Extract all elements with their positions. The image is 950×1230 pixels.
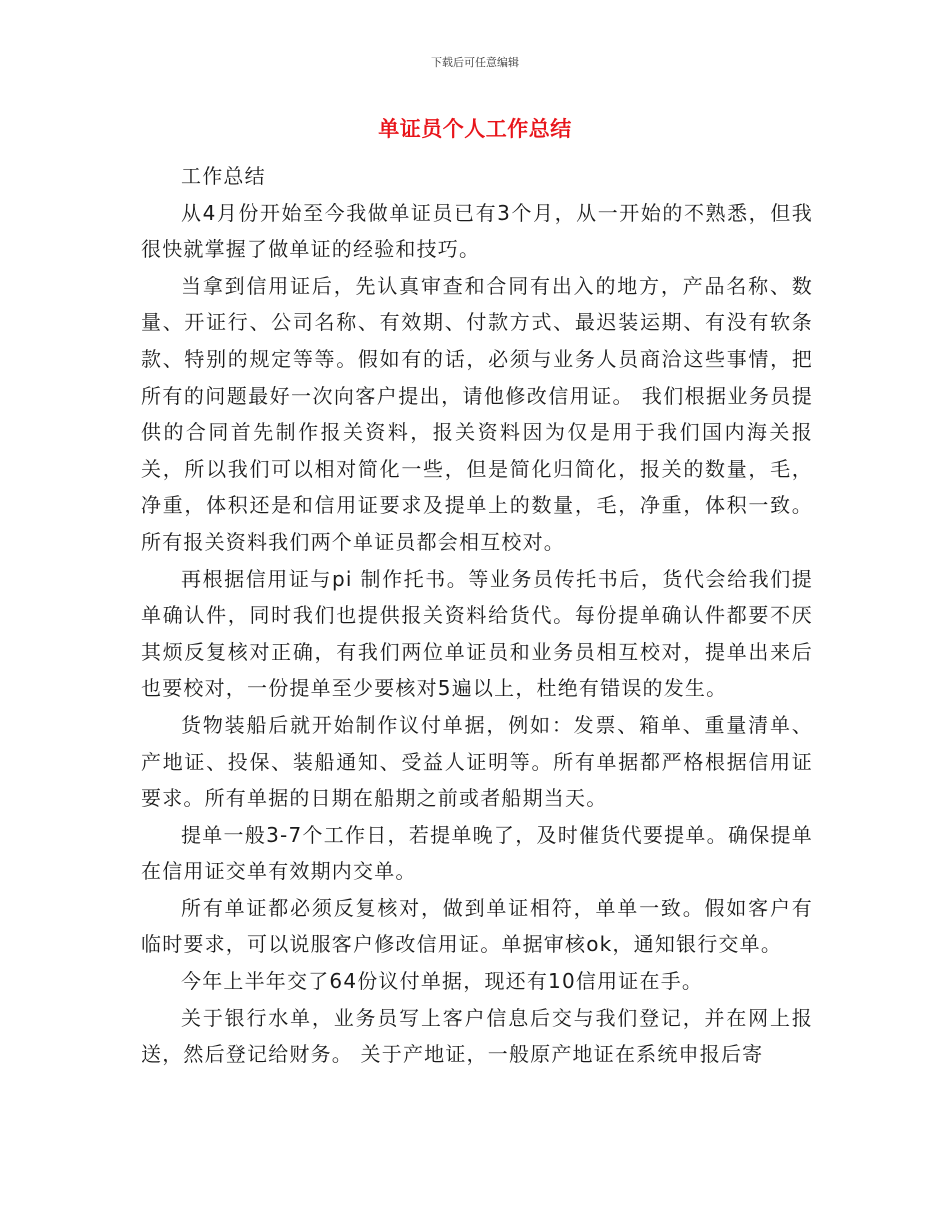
paragraph: 再根据信用证与pi 制作托书。等业务员传托书后，货代会给我们提单确认件，同时我们也提供报关资料给货代。每份提单确认件都要不厌其烦反复核对正确，有我们两位单证员和业务员相互校对，提单出来后也要校对，一份提单至少要核对5遍以上，杜绝有错误的发生。 <box>141 566 813 701</box>
paragraph: 关于银行水单，业务员写上客户信息后交与我们登记，并在网上报送，然后登记给财务。 关于产地证，一般原产地证在系统申报后寄 <box>141 1005 813 1067</box>
paragraph: 今年上半年交了64份议付单据，现还有10信用证在手。 <box>181 969 704 994</box>
document-body <box>141 158 813 1073</box>
paragraph: 从4月份开始至今我做单证员已有3个月，从一开始的不熟悉，但我很快就掌握了做单证的经验和技巧。 <box>141 200 813 262</box>
paragraph: 提单一般3-7个工作日，若提单晚了，及时催货代要提单。确保提单在信用证交单有效期内交单。 <box>141 822 813 884</box>
header-note: 下载后可任意编辑 <box>431 56 519 69</box>
paragraph: 所有单证都必须反复核对，做到单证相符，单单一致。假如客户有临时要求，可以说服客户修改信用证。单据审核ok，通知银行交单。 <box>141 895 813 957</box>
paragraph: 货物装船后就开始制作议付单据，例如：发票、箱单、重量清单、产地证、投保、装船通知、受益人证明等。所有单据都严格根据信用证要求。所有单据的日期在船期之前或者船期当天。 <box>141 712 813 811</box>
paragraph-heading: 工作总结 <box>181 164 266 188</box>
paragraph: 当拿到信用证后，先认真审查和合同有出入的地方，产品名称、数量、开证行、公司名称、有效期、付款方式、最迟装运期、有没有软条款、特别的规定等等。假如有的话，必须与业务人员商洽这些事情，把所有的问题最好一次向客户提出，请他修改信用证。 我们根据业务员提供的合同首先制作报关资料，报关资料因为仅是用于我们国内海关报关，所以我们可以相对简化一些，但是简化归简化，报关的数量，毛，净重，体积还是和信用证要求及提单上的数量，毛，净重，体积一致。所有报关资料我们两个单证员都会相互校对。 <box>141 273 813 554</box>
document-title: 单证员个人工作总结 <box>378 117 572 141</box>
